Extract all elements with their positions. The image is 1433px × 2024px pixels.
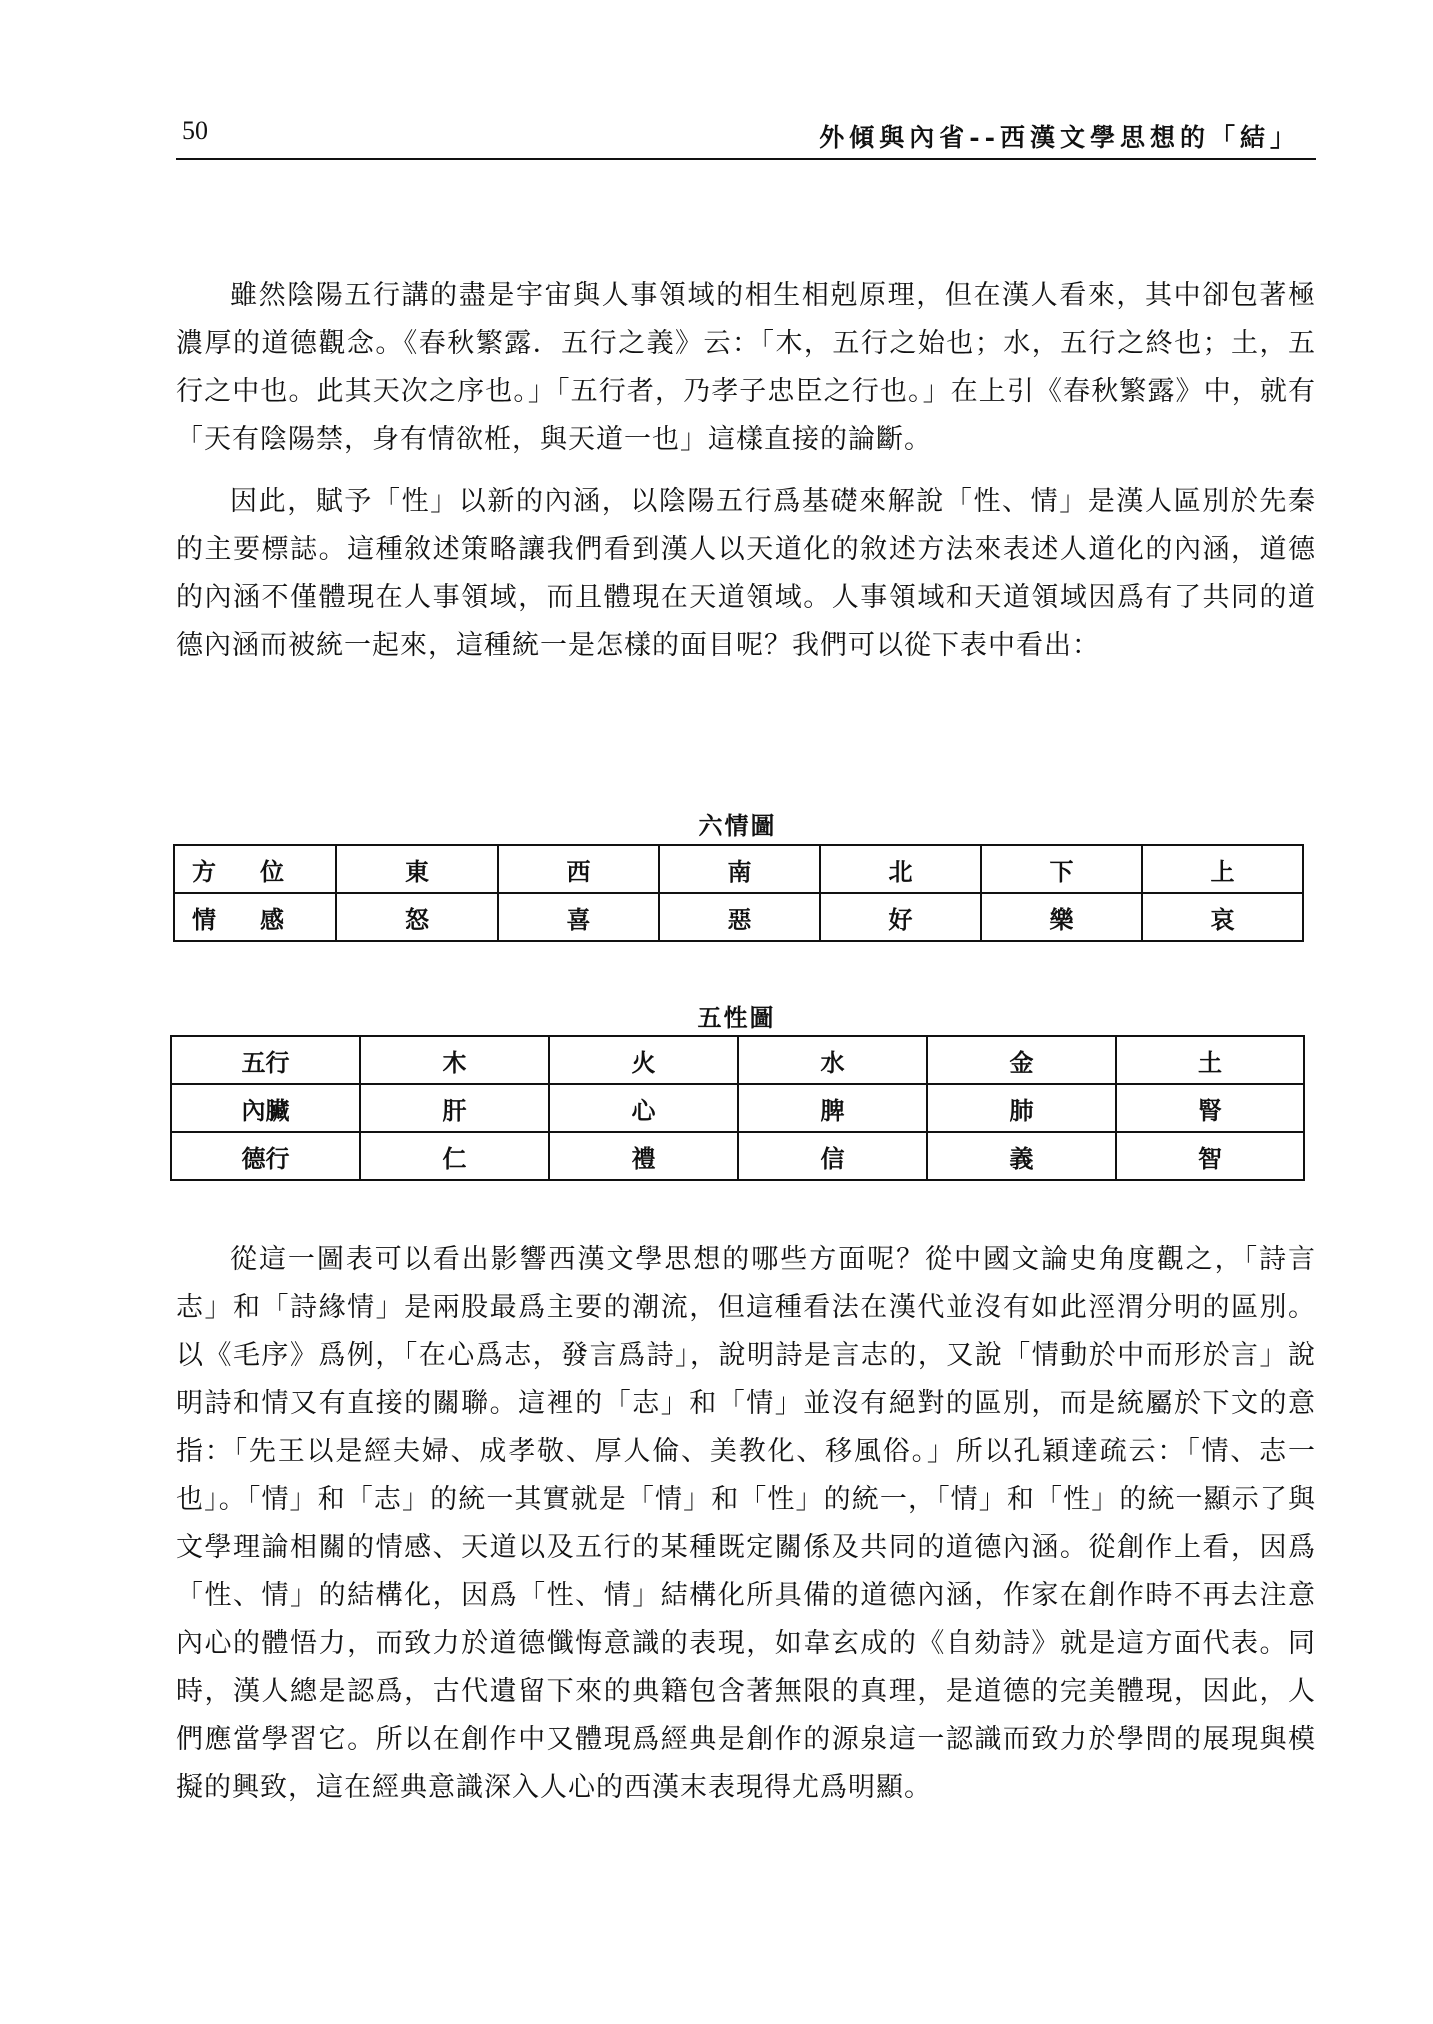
- table-row: [171, 1036, 1304, 1084]
- table-cell: 土: [1116, 1036, 1304, 1084]
- page-header: [176, 112, 1316, 160]
- table-cell: 南: [659, 845, 820, 893]
- table-cell: 怒: [336, 893, 498, 941]
- table-cell: 義: [927, 1132, 1116, 1180]
- table-cell: 內臟: [171, 1084, 360, 1132]
- table-row: [171, 1132, 1304, 1180]
- body-text-top: [176, 272, 1316, 684]
- table-cell: 德行: [171, 1132, 360, 1180]
- paragraph: 從這一圖表可以看出影響西漢文學思想的哪些方面呢？從中國文論史角度觀之，「詩言志」和「詩緣情」是兩股最爲主要的潮流，但這種看法在漢代並沒有如此涇渭分明的區別。以《毛序》爲例，「在心爲志，發言爲詩」，說明詩是言志的，又說「情動於中而形於言」說明詩和情又有直接的關聯。這裡的「志」和「情」並沒有絕對的區別，而是統屬於下文的意指：「先王以是經夫婦、成孝敬、厚人倫、美教化、移風俗。」所以孔穎達疏云：「情、志一也」。「情」和「志」的統一其實就是「情」和「性」的統一，「情」和「性」的統一顯示了與文學理論相關的情感、天道以及五行的某種既定關係及共同的道德內涵。從創作上看，因爲「性、情」的結構化，因爲「性、情」結構化所具備的道德內涵，作家在創作時不再去注意內心的體悟力，而致力於道德懺悔意識的表現，如韋玄成的《自劾詩》就是這方面代表。同時，漢人總是認爲，古代遺留下來的典籍包含著無限的真理，是道德的完美體現，因此，人們應當學習它。所以在創作中又體現爲經典是創作的源泉這一認識而致力於學問的展現與模擬的興致，這在經典意識深入人心的西漢末表現得尤爲明顯。: [176, 1244, 1316, 1803]
- six-emotions-table: [173, 844, 1304, 942]
- table-cell: 下: [981, 845, 1142, 893]
- table-cell: 五行: [171, 1036, 360, 1084]
- table-cell: 北: [820, 845, 981, 893]
- table-cell: 智: [1116, 1132, 1304, 1180]
- table-cell: 金: [927, 1036, 1116, 1084]
- table-cell: 情感: [174, 893, 336, 941]
- table-cell: 肝: [360, 1084, 549, 1132]
- table-cell: 仁: [360, 1132, 549, 1180]
- table-cell: 肺: [927, 1084, 1116, 1132]
- table-row: [174, 893, 1303, 941]
- table-cell: 喜: [498, 893, 659, 941]
- table-cell: 樂: [981, 893, 1142, 941]
- table-cell: 木: [360, 1036, 549, 1084]
- running-title: 外傾與內省--西漢文學思想的「結」: [819, 123, 1300, 152]
- table-cell: 脾: [738, 1084, 927, 1132]
- table-cell: 東: [336, 845, 498, 893]
- page-number: 50: [182, 116, 208, 145]
- table-title-five-natures: 五性圖: [697, 1004, 776, 1032]
- five-natures-table: [170, 1035, 1305, 1181]
- table-title-six-emotions: 六情圖: [698, 812, 777, 840]
- table-cell: 西: [498, 845, 659, 893]
- table-cell: 惡: [659, 893, 820, 941]
- table-cell: 好: [820, 893, 981, 941]
- table-cell: 心: [549, 1084, 738, 1132]
- table-cell: 上: [1142, 845, 1303, 893]
- table-row: [174, 845, 1303, 893]
- body-text-bottom: [176, 1236, 1316, 1826]
- table-cell: 方位: [174, 845, 336, 893]
- table-cell: 禮: [549, 1132, 738, 1180]
- paragraph: 雖然陰陽五行講的盡是宇宙與人事領域的相生相剋原理，但在漢人看來，其中卻包著極濃厚的道德觀念。《春秋繁露．五行之義》云：「木，五行之始也；水，五行之終也；土，五行之中也。此其天次之序也。」「五行者，乃孝子忠臣之行也。」在上引《春秋繁露》中，就有「天有陰陽禁，身有情欲栣，與天道一也」這樣直接的論斷。: [176, 280, 1316, 455]
- table-row: [171, 1084, 1304, 1132]
- table-cell: 腎: [1116, 1084, 1304, 1132]
- paragraph: 因此，賦予「性」以新的內涵，以陰陽五行爲基礎來解說「性、情」是漢人區別於先秦的主要標誌。這種敘述策略讓我們看到漢人以天道化的敘述方法來表述人道化的內涵，道德的內涵不僅體現在人事領域，而且體現在天道領域。人事領域和天道領域因爲有了共同的道德內涵而被統一起來，這種統一是怎樣的面目呢？我們可以從下表中看出：: [176, 486, 1316, 661]
- table-cell: 火: [549, 1036, 738, 1084]
- table-cell: 哀: [1142, 893, 1303, 941]
- table-cell: 水: [738, 1036, 927, 1084]
- table-cell: 信: [738, 1132, 927, 1180]
